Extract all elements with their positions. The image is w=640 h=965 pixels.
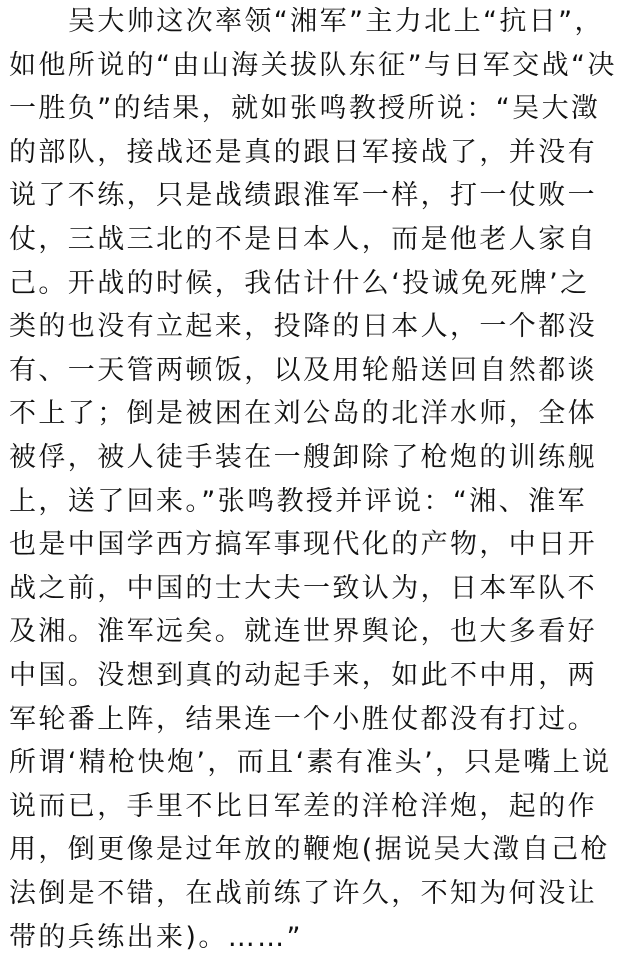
text-line: 说了不练，只是战绩跟淮军一样，打一仗败一 — [9, 180, 597, 212]
text-line: 中国。没想到真的动起手来，如此不中用，两 — [9, 660, 597, 691]
text-line: 吴大帅这次率领“湘军”主力北上“抗日”， — [68, 6, 604, 37]
text-line: 带的兵练出来)。……” — [9, 921, 303, 953]
text-line: 上，送了回来。”张鸣教授并评说：“湘、淮军 — [9, 485, 587, 517]
text-line: 及湘。淮军远矣。就连世界舆论，也大多看好 — [9, 616, 597, 648]
text-line: 的部队，接战还是真的跟日军接战了，并没有 — [9, 136, 597, 168]
text-line: 法倒是不错，在战前练了许久，不知为何没让 — [9, 878, 597, 909]
text-line: 被俘，被人徒手装在一艘卸除了枪炮的训练舰 — [9, 442, 597, 473]
text-line: 己。开战的时候，我估计什么‘投诚免死牌’之 — [9, 267, 590, 299]
text-line: 用，倒更像是过年放的鞭炮(据说吴大澂自己枪 — [9, 834, 610, 866]
text-line: 也是中国学西方搞军事现代化的产物，中日开 — [9, 529, 597, 561]
text-line: 有、一天管两顿饭，以及用轮船送回自然都谈 — [9, 354, 597, 386]
text-line: 不上了；倒是被困在刘公岛的北洋水师，全体 — [9, 398, 597, 430]
text-line: 军轮番上阵，结果连一个小胜仗都没有打过。 — [9, 703, 597, 735]
text-line: 一胜负”的结果，就如张鸣教授所说：“吴大澂 — [9, 93, 601, 125]
text-line: 仗，三战三北的不是日本人，而是他老人家自 — [9, 224, 597, 255]
text-line: 战之前，中国的士大夫一致认为，日本军队不 — [9, 572, 597, 604]
text-line: 说而已，手里不比日军差的洋枪洋炮，起的作 — [9, 790, 597, 822]
text-line: 如他所说的“由山海关拔队东征”与日军交战“决 — [9, 49, 617, 81]
text-line: 所谓‘精枪快炮’，而且‘素有准头’，只是嘴上说 — [9, 747, 612, 779]
text-line: 类的也没有立起来，投降的日本人，一个都没 — [9, 311, 597, 343]
